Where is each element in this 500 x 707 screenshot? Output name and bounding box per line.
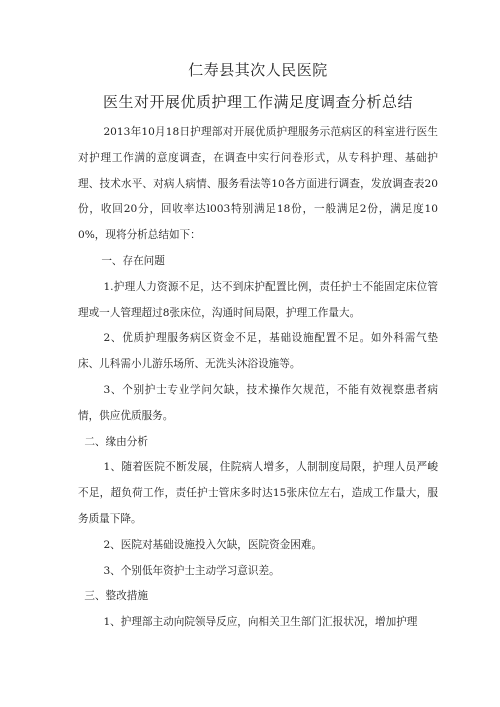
problems-paragraph-3: 3、个别护士专业学问欠缺，技术操作欠规范，不能有效视察患者病情，供应优质服务。 xyxy=(78,383,438,422)
intro-paragraph: 2013年10月18日护理部对开展优质护理服务示范病区的科室进行医生对护理工作满的意度调查，在调查中实行问卷形式，从专科护理、基础护理、技术水平、对病人病情、服务看法等10各方面进行调查，发放调查表20份，收回20分，回收率达l003特别满足18份，一般满足2份，满足度100%，现将分析总结如下： xyxy=(78,126,438,242)
problems-paragraph-1: 1.护理人力资源不足，达不到床护配置比例，责任护士不能固定床位管理或一人管理超过8张床位，沟通时间局限，护理工作量大。 xyxy=(78,280,438,319)
causes-paragraph-3: 3、个别低年资护士主动学习意识差。 xyxy=(103,564,280,577)
section-heading-problems: 一、存在问题 xyxy=(101,254,165,267)
causes-paragraph-1: 1、随着医院不断发展，住院病人增多，人制制度局限，护理人员严峻不足，超负荷工作，责任护士管床多时达15张床位左右，造成工作量大，服务质量下降。 xyxy=(78,461,438,525)
section-heading-measures: 三、整改措施 xyxy=(84,590,148,603)
measures-paragraph-1: 1、护理部主动向院领导反应，向相关卫生部门汇报状况，增加护理 xyxy=(103,616,418,629)
document-title: 仁寿县其次人民医院 xyxy=(188,61,328,79)
section-heading-causes: 二、缘由分析 xyxy=(84,435,148,448)
causes-paragraph-2: 2、医院对基础设施投入欠缺，医院资金困难。 xyxy=(103,538,323,551)
document-subtitle: 医生对开展优质护理工作满足度调查分析总结 xyxy=(102,93,413,111)
problems-paragraph-2: 2、优质护理服务病区资金不足，基础设施配置不足。如外科需气垫床、儿科需小儿游乐场所、无洗头沐浴设施等。 xyxy=(78,332,438,371)
